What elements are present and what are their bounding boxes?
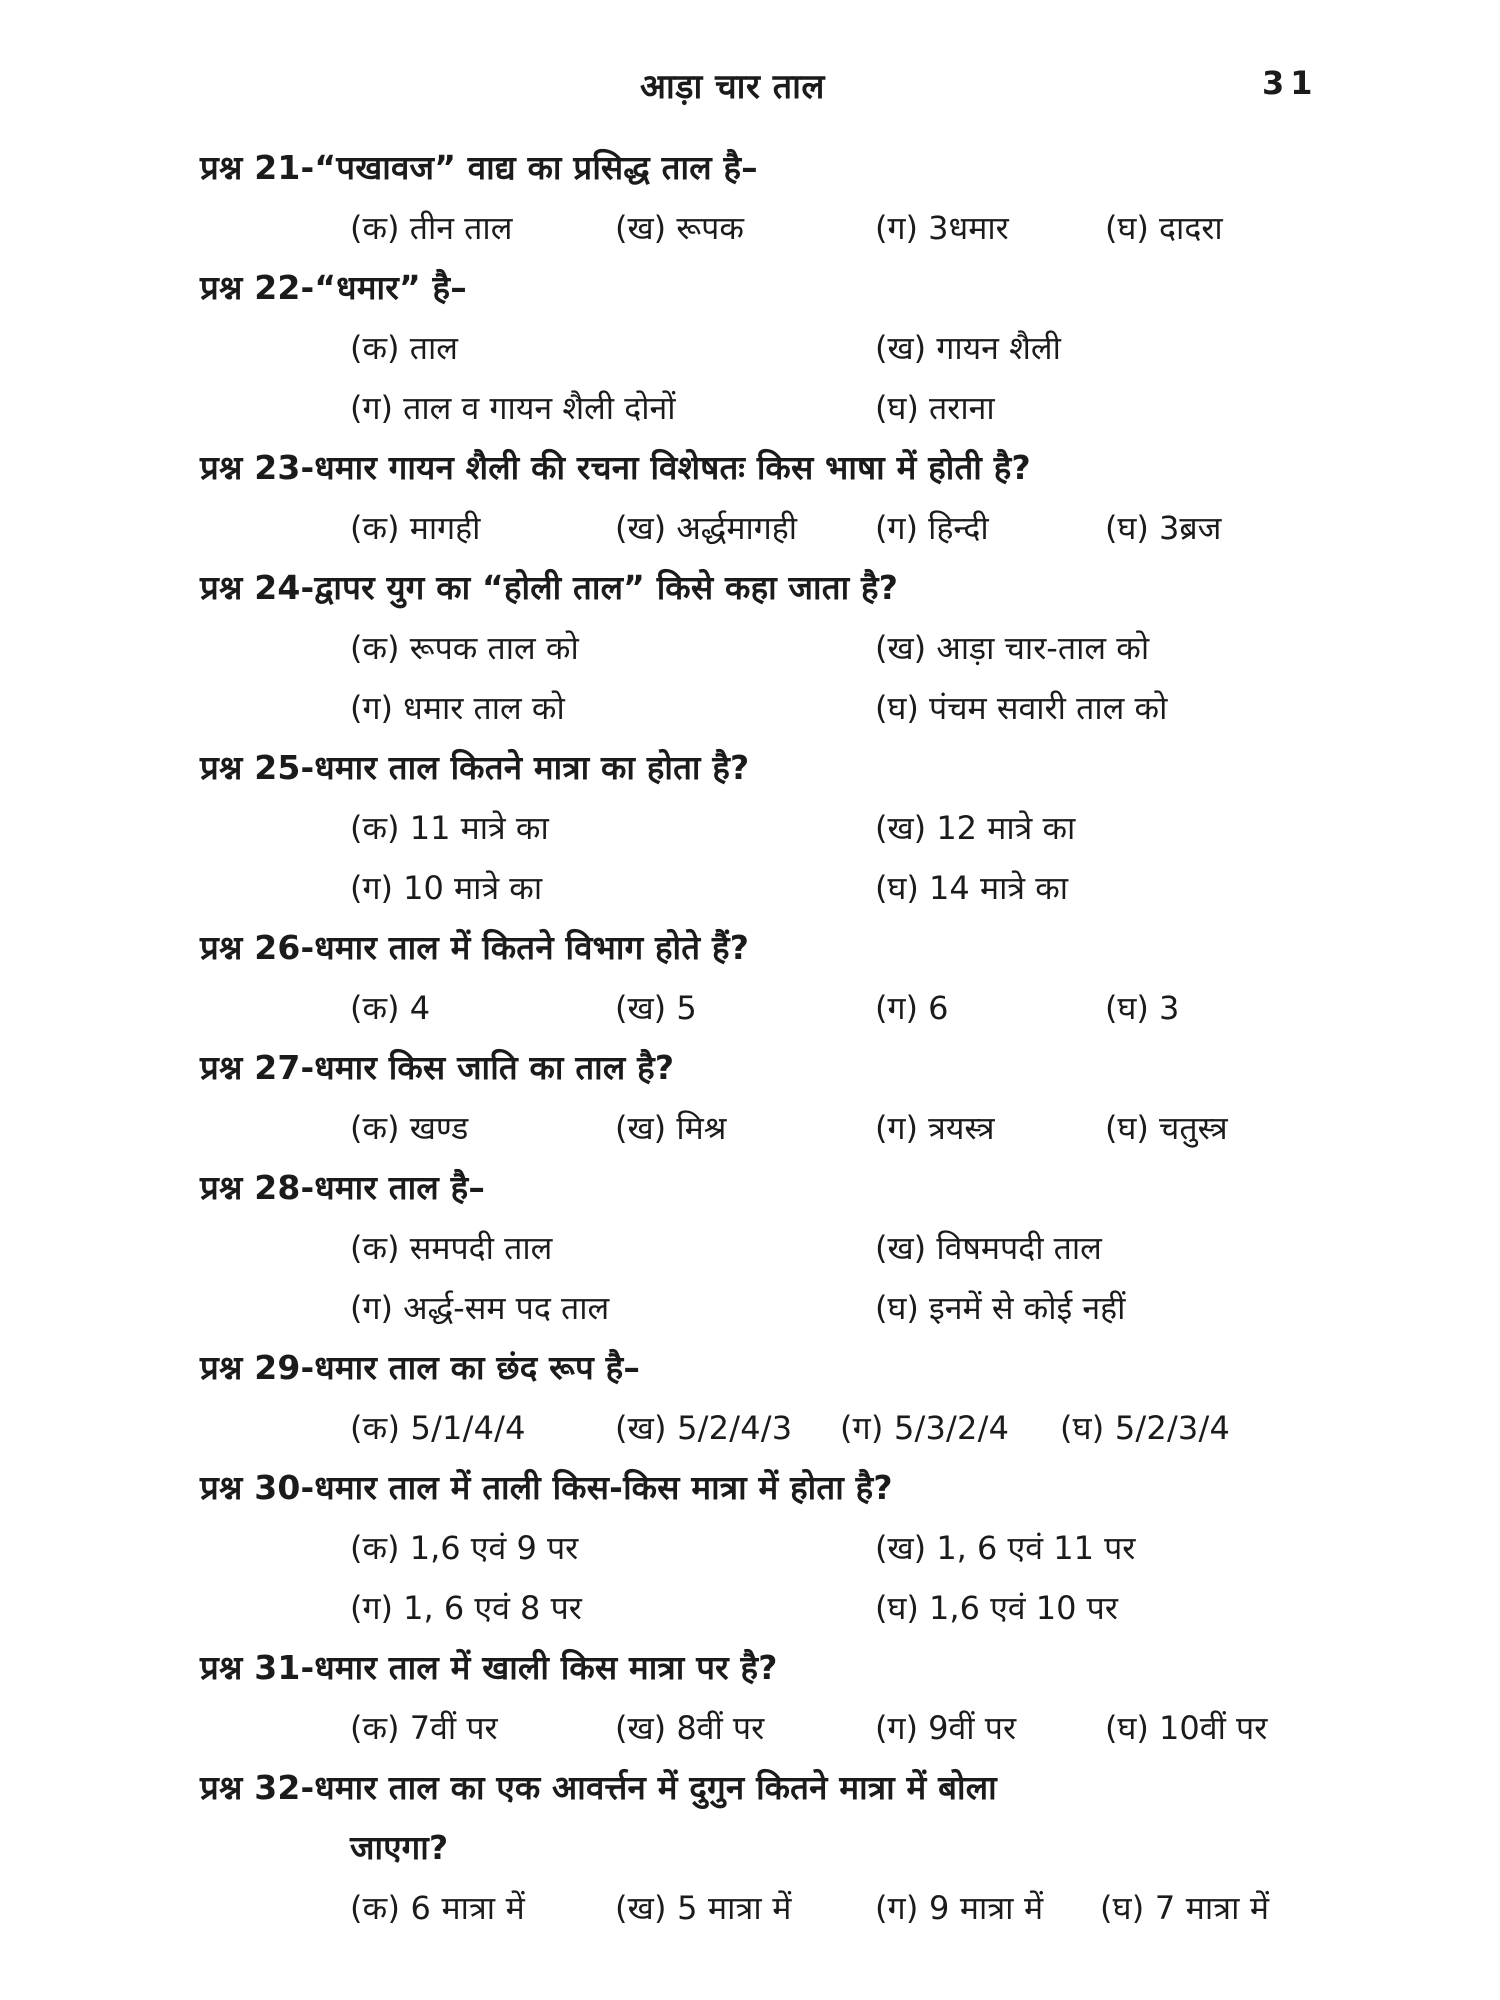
question-text: प्रश्न 22-“धमार” है– xyxy=(200,268,467,307)
option-ga: (ग) हिन्दी xyxy=(875,509,989,547)
options-row xyxy=(200,1698,1320,1758)
option-kha: (ख) 5/2/4/3 xyxy=(615,1409,793,1447)
question-text: प्रश्न 31-धमार ताल में खाली किस मात्रा पर है? xyxy=(200,1648,778,1687)
question-26 xyxy=(200,918,1320,1038)
option-gha: (घ) 1,6 एवं 10 पर xyxy=(875,1589,1118,1627)
question-27 xyxy=(200,1038,1320,1158)
question-text: प्रश्न 23-धमार गायन शैली की रचना विशेषतः किस भाषा में होती है? xyxy=(200,448,1031,487)
option-kha: (ख) 5 मात्रा में xyxy=(615,1889,792,1927)
option-ka: (क) समपदी ताल xyxy=(350,1229,553,1267)
options-row xyxy=(200,978,1320,1038)
option-ga: (ग) 3धमार xyxy=(875,209,1009,247)
option-gha: (घ) तराना xyxy=(875,389,995,427)
option-ga: (ग) 10 मात्रे का xyxy=(350,869,543,907)
option-kha: (ख) 8वीं पर xyxy=(615,1709,765,1747)
question-21 xyxy=(200,138,1320,258)
option-kha: (ख) अर्द्धमागही xyxy=(615,509,798,547)
chapter-title: आड़ा चार ताल xyxy=(640,67,825,107)
option-gha: (घ) इनमें से कोई नहीं xyxy=(875,1289,1126,1327)
option-kha: (ख) गायन शैली xyxy=(875,329,1061,367)
option-gha: (घ) पंचम सवारी ताल को xyxy=(875,689,1168,727)
option-ga: (ग) धमार ताल को xyxy=(350,689,565,727)
option-ga: (ग) अर्द्ध-सम पद ताल xyxy=(350,1289,610,1327)
options-row xyxy=(200,198,1320,258)
option-gha: (घ) दादरा xyxy=(1105,209,1223,247)
option-ka: (क) रूपक ताल को xyxy=(350,629,579,667)
question-text: प्रश्न 32-धमार ताल का एक आवर्त्तन में दुगुन कितने मात्रा में बोला xyxy=(200,1768,997,1807)
option-ka: (क) 1,6 एवं 9 पर xyxy=(350,1529,579,1567)
question-text: प्रश्न 25-धमार ताल कितने मात्रा का होता है? xyxy=(200,748,750,787)
option-kha: (ख) विषमपदी ताल xyxy=(875,1229,1102,1267)
options-row xyxy=(200,318,1320,378)
option-gha: (घ) 14 मात्रे का xyxy=(875,869,1069,907)
question-text: प्रश्न 29-धमार ताल का छंद रूप है– xyxy=(200,1348,641,1387)
question-32 xyxy=(200,1758,1320,1938)
option-kha: (ख) रूपक xyxy=(615,209,744,247)
option-ga: (ग) 5/3/2/4 xyxy=(840,1409,1010,1447)
option-ga: (ग) 6 xyxy=(875,989,949,1027)
question-29 xyxy=(200,1338,1320,1458)
option-ka: (क) 6 मात्रा में xyxy=(350,1889,525,1927)
question-text: प्रश्न 24-द्वापर युग का “होली ताल” किसे कहा जाता है? xyxy=(200,568,899,607)
question-text: प्रश्न 21-“पखावज” वाद्य का प्रसिद्ध ताल है– xyxy=(200,148,758,187)
question-25 xyxy=(200,738,1320,918)
question-24 xyxy=(200,558,1320,738)
option-ka: (क) तीन ताल xyxy=(350,209,513,247)
options-row xyxy=(200,378,1320,438)
question-text-continuation: जाएगा? xyxy=(350,1828,449,1867)
question-text: प्रश्न 26-धमार ताल में कितने विभाग होते हैं? xyxy=(200,928,750,967)
option-ka: (क) मागही xyxy=(350,509,481,547)
question-text: प्रश्न 30-धमार ताल में ताली किस-किस मात्रा में होता है? xyxy=(200,1468,893,1507)
options-row xyxy=(200,1578,1320,1638)
options-row xyxy=(200,618,1320,678)
option-ga: (ग) 9वीं पर xyxy=(875,1709,1017,1747)
option-gha: (घ) 3ब्रज xyxy=(1105,509,1222,547)
question-text: प्रश्न 27-धमार किस जाति का ताल है? xyxy=(200,1048,675,1087)
option-gha: (घ) 3 xyxy=(1105,989,1180,1027)
question-30 xyxy=(200,1458,1320,1638)
option-ga: (ग) 1, 6 एवं 8 पर xyxy=(350,1589,582,1627)
page-number: 31 xyxy=(1262,64,1319,102)
running-header xyxy=(0,62,1500,112)
options-row xyxy=(200,1398,1320,1458)
question-text-continued xyxy=(200,1818,1320,1878)
option-kha: (ख) 5 xyxy=(615,989,697,1027)
option-gha: (घ) 10वीं पर xyxy=(1105,1709,1268,1747)
option-kha: (ख) मिश्र xyxy=(615,1109,727,1147)
option-ga: (ग) 9 मात्रा में xyxy=(875,1889,1044,1927)
options-row xyxy=(200,1278,1320,1338)
question-31 xyxy=(200,1638,1320,1758)
options-row xyxy=(200,1098,1320,1158)
option-ka: (क) 4 xyxy=(350,989,431,1027)
question-22 xyxy=(200,258,1320,438)
option-ka: (क) 5/1/4/4 xyxy=(350,1409,526,1447)
option-kha: (ख) आड़ा चार-ताल को xyxy=(875,629,1150,667)
option-ka: (क) 7वीं पर xyxy=(350,1709,498,1747)
option-gha: (घ) चतुस्त्र xyxy=(1105,1109,1228,1147)
option-ka: (क) ताल xyxy=(350,329,458,367)
question-list xyxy=(200,138,1320,1938)
option-ga: (ग) ताल व गायन शैली दोनों xyxy=(350,389,676,427)
options-row xyxy=(200,498,1320,558)
option-kha: (ख) 1, 6 एवं 11 पर xyxy=(875,1529,1136,1567)
options-row xyxy=(200,798,1320,858)
option-ka: (क) खण्ड xyxy=(350,1109,469,1147)
option-gha: (घ) 5/2/3/4 xyxy=(1060,1409,1231,1447)
options-row xyxy=(200,1218,1320,1278)
question-23 xyxy=(200,438,1320,558)
options-row xyxy=(200,1878,1320,1938)
option-kha: (ख) 12 मात्रे का xyxy=(875,809,1076,847)
options-row xyxy=(200,1518,1320,1578)
options-row xyxy=(200,678,1320,738)
question-28 xyxy=(200,1158,1320,1338)
option-gha: (घ) 7 मात्रा में xyxy=(1100,1889,1270,1927)
option-ka: (क) 11 मात्रे का xyxy=(350,809,549,847)
question-text: प्रश्न 28-धमार ताल है– xyxy=(200,1168,486,1207)
option-ga: (ग) त्रयस्त्र xyxy=(875,1109,995,1147)
options-row xyxy=(200,858,1320,918)
